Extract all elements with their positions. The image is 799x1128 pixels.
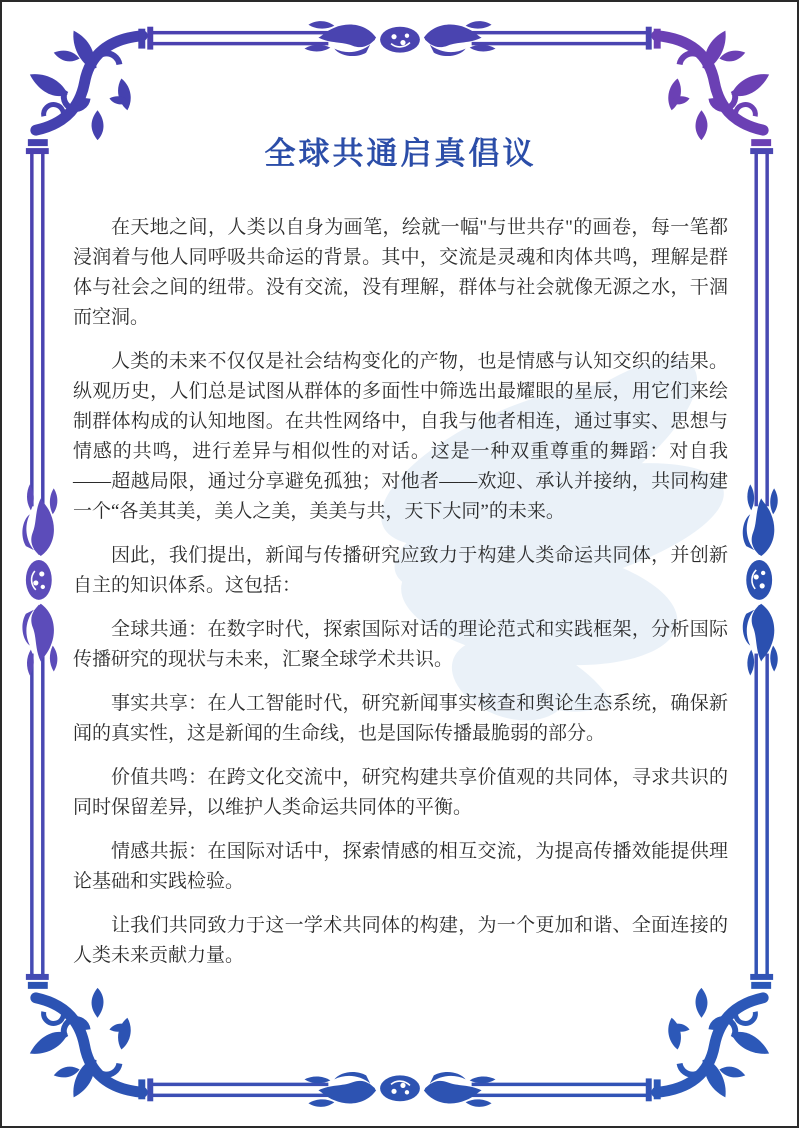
page-title: 全球共通启真倡议 [264, 136, 537, 171]
paragraph: 让我们共同致力于这一学术共同体的构建，为一个更加和谐、全面连接的人类未来贡献力量。 [73, 915, 728, 966]
paragraph: 因此，我们提出，新闻与传播研究应致力于构建人类命运共同体，并创新自主的知识体系。这包括： [73, 545, 728, 596]
paragraph: 人类的未来不仅仅是社会结构变化的产物，也是情感与认知交织的结果。纵观历史，人们总是试图从群体的多面性中筛选出最耀眼的星辰，用它们来绘制群体构成的认知地图。在共性网络中，自我与他者相连，通过事实、思想与情感的共鸣，进行差异与相似性的对话。这是一种双重尊重的舞蹈：对自我——超越局限，通过分享避免孤独；对他者——欢迎、承认并接纳，共同构建一个“各美其美，美人之美，美美与共，天下大同”的未来。 [73, 351, 728, 522]
paragraph: 价值共鸣：在跨文化交流中，研究构建共享价值观的共同体，寻求共识的同时保留差异，以维护人类命运共同体的平衡。 [73, 767, 728, 818]
document-content [73, 128, 728, 985]
paragraph: 在天地之间，人类以自身为画笔，绘就一幅"与世共存"的画卷，每一笔都浸润着与他人同呼吸共命运的背景。其中，交流是灵魂和肉体共鸣，理解是群体与社会之间的纽带。没有交流，没有理解，群体与社会就像无源之水，干涸而空洞。 [73, 217, 728, 328]
paragraph: 全球共通：在数字时代，探索国际对话的理论范式和实践框架，分析国际传播研究的现状与未来，汇聚全球学术共识。 [73, 619, 728, 670]
document-body [73, 213, 728, 971]
paragraph: 情感共振：在国际对话中，探索情感的相互交流，为提高传播效能提供理论基础和实践检验。 [73, 841, 728, 892]
paragraph: 事实共享：在人工智能时代，研究新闻事实核查和舆论生态系统，确保新闻的真实性，这是新闻的生命线，也是国际传播最脆弱的部分。 [73, 693, 728, 744]
